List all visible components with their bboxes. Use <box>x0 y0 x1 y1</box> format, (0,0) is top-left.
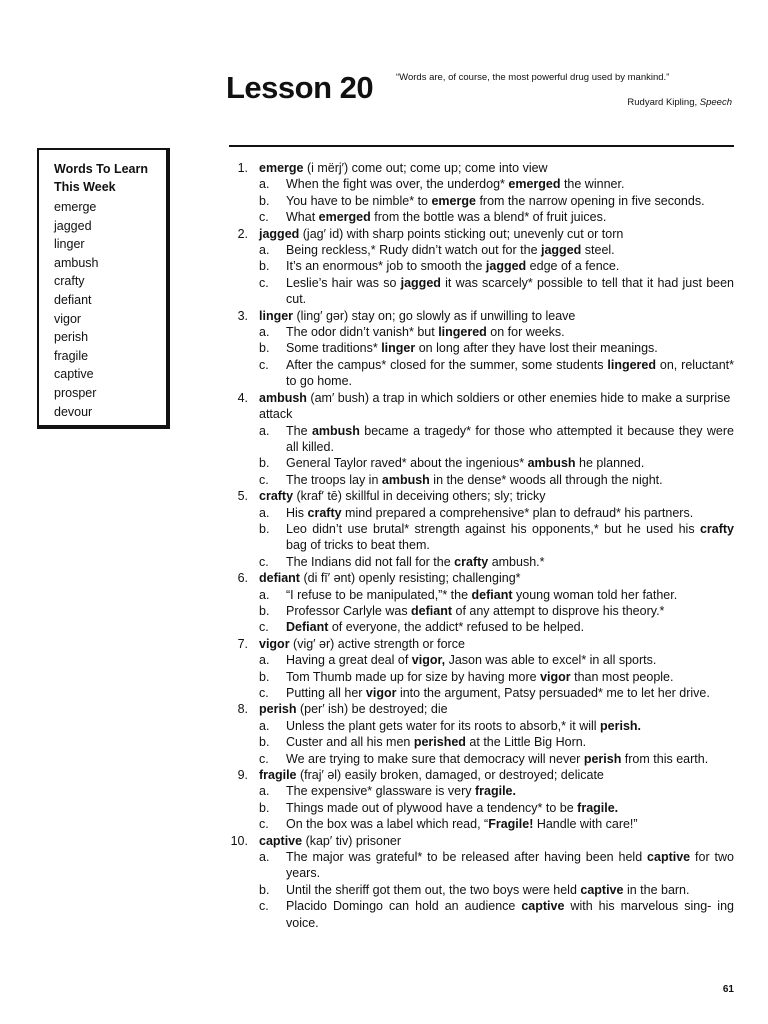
example-sentence <box>259 554 734 570</box>
sentence-keyword: ambush <box>527 456 576 471</box>
entry-word: emerge <box>259 161 304 175</box>
sentence-letter: b. <box>259 882 270 897</box>
example-sentence <box>259 816 734 832</box>
entry-pronunciation: (ling′ gər) <box>293 308 349 323</box>
sentence-letter: b. <box>259 521 270 536</box>
example-sentence <box>259 734 734 750</box>
words-heading-line2: This Week <box>54 180 116 194</box>
entry-pronunciation: (fraj′ əl) <box>296 768 342 783</box>
entry-meaning: a trap in which soldiers or other enemies hide to make a surprise attack <box>259 390 731 422</box>
example-sentence <box>259 603 734 619</box>
sentence-text: Putting all her <box>286 686 366 700</box>
sentence-text: After the campus* closed for the summer, some students <box>286 357 608 372</box>
entry-meaning: skillful in deceiving others; sly; tricky <box>341 489 546 504</box>
sentence-text: into the argument, Patsy persuaded* me to let her drive. <box>396 686 710 700</box>
sentence-text: mind prepared a comprehensive* plan to defraud* his partners. <box>341 505 694 520</box>
sentence-text: Unless the plant gets water for its roots to absorb,* it will <box>286 718 601 733</box>
sentence-keyword: captive <box>521 899 565 914</box>
words-to-learn-box <box>37 148 170 429</box>
sentence-keyword: perish <box>583 751 622 766</box>
entry-meaning: stay on; go slowly as if unwilling to leave <box>348 308 576 323</box>
sentence-keyword: vigor <box>540 669 571 684</box>
sentence-text: Leo didn’t use brutal* strength against his opponents,* but he used his <box>286 521 700 536</box>
word-list <box>54 198 166 421</box>
sentence-letter: b. <box>259 456 270 471</box>
entry-definition <box>259 833 734 849</box>
entry-meaning: prisoner <box>352 833 402 848</box>
sentence-keyword: lingered <box>607 357 656 372</box>
sentence-text: What <box>286 210 319 225</box>
sentence-text: His <box>286 505 308 520</box>
sentence-letter: c. <box>259 472 269 487</box>
vocab-entry <box>230 701 734 767</box>
example-sentences <box>259 783 734 832</box>
entry-word: crafty <box>259 489 294 504</box>
sentence-letter: b. <box>259 669 270 684</box>
example-sentences <box>259 587 734 636</box>
sentence-text: Professor Carlyle was <box>286 603 412 618</box>
word-list-item: crafty <box>54 274 85 289</box>
entry-definition <box>259 160 734 176</box>
sentence-text: The expensive* glassware is very <box>286 784 475 799</box>
example-sentences <box>259 324 734 390</box>
entry-number: 8. <box>237 702 248 717</box>
sentence-text: Jason was able to excel* in all sports. <box>445 653 657 668</box>
sentence-text: The Indians did not fall for the <box>286 554 455 569</box>
sentence-letter: a. <box>259 423 270 438</box>
sentence-text: Until the sheriff got them out, the two boys were held <box>286 882 581 897</box>
sentence-text: On the box was a label which read, “ <box>286 817 489 832</box>
sentence-text: Things made out of plywood have a tendency* to be <box>286 800 578 815</box>
sentence-keyword: lingered <box>438 325 487 340</box>
example-sentences <box>259 718 734 767</box>
example-sentence <box>259 242 734 258</box>
word-list-item: devour <box>54 404 93 419</box>
entry-word: captive <box>259 833 303 848</box>
entry-number: 7. <box>237 636 248 651</box>
example-sentence <box>259 783 734 799</box>
sentence-text: from the narrow opening in five seconds. <box>475 193 705 208</box>
example-sentence <box>259 505 734 521</box>
entry-definition <box>259 570 734 586</box>
sentence-text: the winner. <box>560 177 625 192</box>
example-sentence <box>259 587 734 603</box>
quote-source: Speech <box>699 97 732 108</box>
example-sentence <box>259 455 734 471</box>
example-sentence <box>259 193 734 209</box>
example-sentence <box>259 423 734 456</box>
vocab-entry <box>230 308 734 390</box>
words-box-heading <box>54 160 166 196</box>
sentence-keyword: Defiant <box>286 620 329 635</box>
entry-pronunciation: (di fī′ ənt) <box>299 571 356 586</box>
sentence-letter: b. <box>259 735 270 750</box>
entry-number: 10. <box>230 833 248 848</box>
sentence-keyword: ambush <box>311 423 360 438</box>
sentence-text: with his marvelous sing- ing voice. <box>286 899 734 930</box>
sentence-text: Handle with care!” <box>533 817 638 832</box>
example-sentence <box>259 882 734 898</box>
example-sentence <box>259 849 734 882</box>
sentence-text: It’s an enormous* job to smooth the <box>286 259 486 274</box>
example-sentence <box>259 652 734 668</box>
sentence-text: The major was grateful* to be released after having been held <box>286 850 648 865</box>
example-sentence <box>259 275 734 308</box>
word-list-item: fragile <box>54 348 89 363</box>
vocab-entry <box>230 488 734 570</box>
sentence-text: on, reluctant* to go home. <box>286 357 734 389</box>
example-sentences <box>259 242 734 308</box>
example-sentence <box>259 751 734 767</box>
entry-number: 1. <box>237 161 248 175</box>
sentence-text: The <box>286 423 312 438</box>
entry-pronunciation: (am′ bush) <box>306 390 370 405</box>
sentence-keyword: emerged <box>318 210 371 225</box>
sentence-letter: b. <box>259 603 270 618</box>
sentence-text: Placido Domingo can hold an audience <box>286 899 522 914</box>
sentence-text: in the barn. <box>623 882 690 897</box>
sentence-text: General Taylor raved* about the ingenious* <box>286 456 528 471</box>
sentence-keyword: vigor <box>365 686 397 700</box>
header-rule <box>229 145 734 147</box>
entry-number: 9. <box>237 768 248 783</box>
sentence-text: The odor didn’t vanish* but <box>286 325 439 340</box>
quote-author: Rudyard Kipling, <box>627 97 700 108</box>
entry-definition <box>259 767 734 783</box>
sentence-text: “I refuse to be manipulated,”* the <box>286 587 472 602</box>
sentence-letter: a. <box>259 505 270 520</box>
entry-meaning: come out; come up; come into view <box>348 161 548 175</box>
entry-definition <box>259 308 734 324</box>
sentence-keyword: ambush <box>381 472 430 487</box>
sentence-letter: b. <box>259 193 270 208</box>
word-list-item: linger <box>54 237 85 252</box>
entry-pronunciation: (per′ ish) <box>296 702 349 717</box>
word-list-item: perish <box>54 330 89 345</box>
word-list-item: ambush <box>54 255 99 270</box>
sentence-keyword: crafty <box>307 505 342 520</box>
vocab-entry <box>230 636 734 702</box>
sentence-keyword: crafty <box>699 521 734 536</box>
example-sentence <box>259 898 734 931</box>
sentence-keyword: captive <box>580 882 624 897</box>
entry-meaning: be destroyed; die <box>348 702 448 717</box>
example-sentence <box>259 357 734 390</box>
example-sentence <box>259 685 734 701</box>
sentence-text: for two years. <box>286 850 734 881</box>
entry-word: linger <box>259 308 294 323</box>
entry-definition <box>259 701 734 717</box>
entry-word: ambush <box>259 390 307 405</box>
entry-pronunciation: (kap′ tiv) <box>302 833 353 848</box>
words-heading-line1: Words To Learn <box>54 162 148 176</box>
sentence-text: at the Little Big Horn. <box>465 735 587 750</box>
sentence-text: it was scarcely* possible to tell that it had just been cut. <box>286 275 734 307</box>
entry-definition <box>259 636 734 652</box>
sentence-letter: c. <box>259 210 269 225</box>
sentence-letter: a. <box>259 177 270 192</box>
sentence-text: You have to be nimble* to <box>286 193 432 208</box>
word-list-item: defiant <box>54 292 92 307</box>
sentence-text: young woman told her father. <box>512 587 678 602</box>
sentence-letter: a. <box>259 325 270 340</box>
quote-attribution <box>627 97 732 108</box>
vocab-entry <box>230 767 734 833</box>
sentence-keyword: crafty <box>454 554 489 569</box>
sentence-keyword: defiant <box>411 603 453 618</box>
sentence-letter: a. <box>259 243 270 258</box>
sentence-text: he planned. <box>575 456 645 471</box>
sentence-letter: a. <box>259 784 270 799</box>
entry-pronunciation: (vig′ ər) <box>289 636 335 651</box>
sentence-keyword: linger <box>381 341 416 356</box>
entry-number: 3. <box>237 308 248 323</box>
example-sentences <box>259 176 734 225</box>
sentence-letter: c. <box>259 817 269 832</box>
example-sentences <box>259 849 734 931</box>
entry-word: fragile <box>259 768 297 783</box>
sentence-keyword: jagged <box>541 243 582 258</box>
entry-definition <box>259 390 734 423</box>
entry-meaning: openly resisting; challenging* <box>355 571 521 586</box>
vocab-entry <box>230 226 734 308</box>
sentence-text: steel. <box>581 243 615 258</box>
entry-word: perish <box>259 702 297 717</box>
sentence-keyword: emerged <box>508 177 561 192</box>
sentence-keyword: jagged <box>400 275 441 290</box>
sentence-text: from the bottle was a blend* of fruit juices. <box>370 210 607 225</box>
entry-number: 4. <box>237 390 248 405</box>
sentence-letter: c. <box>259 357 269 372</box>
word-list-item: captive <box>54 367 94 382</box>
example-sentence <box>259 324 734 340</box>
vocab-entry <box>230 833 734 931</box>
sentence-keyword: perish. <box>600 718 642 733</box>
page-number: 61 <box>722 984 734 995</box>
vocab-entry <box>230 160 734 226</box>
sentence-letter: a. <box>259 587 270 602</box>
entry-meaning: easily broken, damaged, or destroyed; delicate <box>341 768 604 783</box>
sentence-keyword: jagged <box>485 259 527 274</box>
sentence-text: from this earth. <box>621 751 709 766</box>
sentence-letter: a. <box>259 850 270 865</box>
entry-pronunciation: (kraf′ tē) <box>293 489 342 504</box>
example-sentences <box>259 652 734 701</box>
vocabulary-entries <box>230 160 734 931</box>
sentence-letter: c. <box>259 751 269 766</box>
sentence-text: Tom Thumb made up for size by having more <box>286 669 541 684</box>
word-list-item: emerge <box>54 200 97 214</box>
vocab-entry <box>230 570 734 636</box>
entry-number: 5. <box>237 489 248 504</box>
sentence-keyword: captive <box>647 850 691 865</box>
entry-meaning: with sharp points sticking out; unevenly cut or torn <box>343 226 624 241</box>
sentence-keyword: emerge <box>431 193 476 208</box>
sentence-letter: b. <box>259 800 270 815</box>
entry-definition <box>259 488 734 504</box>
entry-number: 6. <box>237 571 248 586</box>
example-sentence <box>259 258 734 274</box>
entry-definition <box>259 226 734 242</box>
example-sentence <box>259 176 734 192</box>
example-sentence <box>259 800 734 816</box>
example-sentences <box>259 423 734 489</box>
sentence-keyword: fragile. <box>474 784 516 799</box>
word-list-item: jagged <box>54 218 92 233</box>
sentence-keyword: vigor, <box>411 653 446 668</box>
sentence-letter: a. <box>259 653 270 668</box>
sentence-letter: c. <box>259 554 269 569</box>
example-sentence <box>259 472 734 488</box>
entry-meaning: active strength or force <box>334 636 465 651</box>
sentence-letter: b. <box>259 259 270 274</box>
sentence-letter: a. <box>259 718 270 733</box>
entry-word: vigor <box>259 636 290 651</box>
lesson-title: Lesson 20 <box>226 70 374 105</box>
sentence-text: of everyone, the addict* refused to be helped. <box>328 620 585 635</box>
sentence-text: When the fight was over, the underdog* <box>286 177 509 192</box>
example-sentence <box>259 619 734 635</box>
example-sentence <box>259 669 734 685</box>
sentence-text: Having a great deal of <box>286 653 412 668</box>
entry-pronunciation: (i mërj′) <box>303 161 349 175</box>
quote-text: “Words are, of course, the most powerful drug used by mankind.” <box>396 72 670 83</box>
vocab-entry <box>230 390 734 488</box>
sentence-letter: c. <box>259 620 269 635</box>
sentence-text: Leslie’s hair was so <box>286 275 401 290</box>
sentence-letter: c. <box>259 275 269 290</box>
sentence-letter: c. <box>259 686 269 700</box>
sentence-keyword: Fragile! <box>488 817 534 832</box>
sentence-text: edge of a fence. <box>526 259 620 274</box>
sentence-keyword: fragile. <box>577 800 619 815</box>
word-list-item: prosper <box>54 385 97 400</box>
entry-number: 2. <box>237 226 248 241</box>
sentence-text: We are trying to make sure that democracy will never <box>286 751 584 766</box>
sentence-text: Some traditions* <box>286 341 382 356</box>
sentence-text: Custer and all his men <box>286 735 414 750</box>
sentence-text: bag of tricks to beat them. <box>286 538 430 553</box>
sentence-text: of any attempt to disprove his theory.* <box>452 603 665 618</box>
example-sentence <box>259 209 734 225</box>
sentence-letter: b. <box>259 341 270 356</box>
entry-pronunciation: (jag′ id) <box>299 226 344 241</box>
example-sentence <box>259 340 734 356</box>
example-sentences <box>259 505 734 571</box>
sentence-keyword: defiant <box>471 587 513 602</box>
sentence-text: ambush.* <box>488 554 545 569</box>
sentence-text: than most people. <box>570 669 674 684</box>
sentence-keyword: perished <box>413 735 466 750</box>
entry-word: defiant <box>259 571 300 586</box>
word-list-item: vigor <box>54 311 82 326</box>
sentence-text: on for weeks. <box>486 325 565 340</box>
sentence-text: The troops lay in <box>286 472 382 487</box>
example-sentence <box>259 718 734 734</box>
sentence-text: on long after they have lost their meanings. <box>415 341 658 356</box>
sentence-text: Being reckless,* Rudy didn’t watch out for the <box>286 243 541 258</box>
sentence-text: became a tragedy* for those who attempted it because they were all killed. <box>286 423 735 454</box>
entry-word: jagged <box>259 226 300 241</box>
example-sentence <box>259 521 734 554</box>
sentence-letter: c. <box>259 899 269 914</box>
sentence-text: in the dense* woods all through the night. <box>429 472 663 487</box>
